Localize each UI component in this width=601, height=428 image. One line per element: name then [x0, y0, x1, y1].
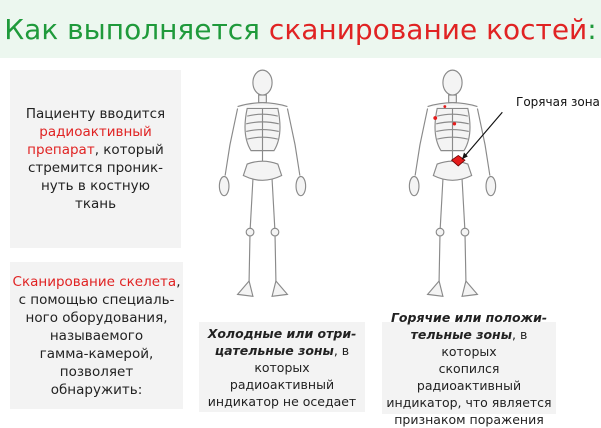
- text-line: стремится проник-: [27, 160, 164, 176]
- title-colon: :: [587, 12, 597, 46]
- title-part-1: Как выполняется: [4, 12, 269, 46]
- hot-zone-label: Горячая зона: [516, 95, 600, 109]
- text-line: ткань: [74, 196, 117, 212]
- caption-text: , в: [333, 342, 350, 358]
- skeleton-icon: [205, 68, 320, 308]
- caption-text: скопился радиоактивный: [416, 360, 522, 393]
- cold-zones-caption: [199, 322, 365, 412]
- text-line: нуть в костную: [40, 178, 151, 194]
- injection-step-box: [10, 70, 181, 248]
- caption-text: признаком поражения: [394, 411, 544, 427]
- text-fragment: ,: [176, 273, 181, 290]
- hot-spot-marker: [443, 105, 446, 108]
- skeleton-with-hot-spots-icon: [395, 68, 510, 308]
- caption-bold: Холодные или отри-: [207, 325, 357, 341]
- hot-zones-caption: [382, 309, 556, 427]
- page-title: [4, 13, 596, 46]
- caption-bold: Горячие или положи-: [390, 309, 548, 325]
- caption-text: индикатор, что является: [386, 394, 552, 410]
- text-fragment: , который: [94, 142, 164, 158]
- title-highlight: сканирование костей: [268, 12, 588, 46]
- caption-text: , в которых: [441, 326, 528, 359]
- text-line: [12, 141, 179, 159]
- text-line: [12, 273, 181, 291]
- text-line: Пациенту вводится: [25, 106, 166, 122]
- caption-bold: тельные зоны: [410, 326, 512, 342]
- text-highlight: препарат: [27, 142, 95, 158]
- text-line: с помощью специаль-: [18, 291, 175, 308]
- text-line: позволяет обнаружить:: [50, 363, 143, 398]
- text-line: гамма-камерой,: [39, 345, 154, 362]
- caption-text: индикатор не оседает: [207, 393, 357, 409]
- scanning-step-box: [10, 262, 183, 409]
- text-highlight: Сканирование скелета: [12, 273, 177, 290]
- text-line: ного оборудования,: [25, 309, 168, 326]
- caption-text: которых радиоактивный: [229, 359, 335, 392]
- text-highlight: радиоактивный: [39, 124, 152, 140]
- hot-spot-marker: [433, 116, 437, 120]
- hot-spot-marker: [453, 122, 456, 125]
- caption-bold: цательные зоны: [214, 342, 334, 358]
- text-line: называемого: [49, 327, 144, 344]
- header-banner: [0, 0, 601, 58]
